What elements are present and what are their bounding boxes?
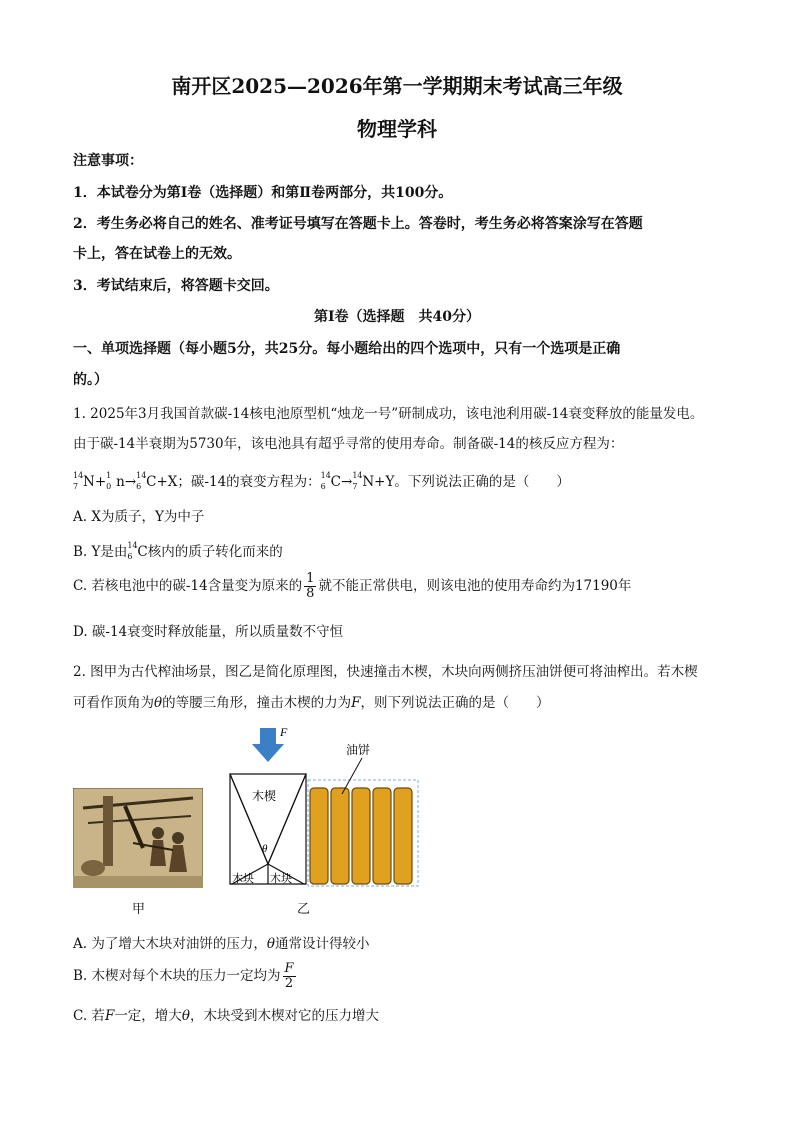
note-item-2-cont: 卡上，答在试卷上的无效。: [73, 246, 241, 262]
q2-stem-line2: 可看作顶角为θ的等腰三角形，撞击木楔的力为F，则下列说法正确的是（ ）: [73, 695, 550, 711]
note-item-2: 2．考生务必将自己的姓名、准考证号填写在答题卡上。答卷时，考生务必将答案涂写在答题: [73, 216, 643, 232]
q1-option-b: B. Y是由 14 6 C核内的质子转化而来的: [73, 541, 283, 561]
nuclide-neutron: 1 0 n: [106, 471, 125, 491]
oil-cake-label: 油饼: [346, 743, 371, 757]
q1-equation-line: 14 7 N+ 1 0 n→ 14 6 C+X；碳-14的衰变方程为： 14 6 C→ 14 7 N+Y。下列说法正确的是（ ）: [73, 471, 570, 491]
notes-heading: 注意事项：: [73, 153, 143, 169]
angle-label: θ: [262, 843, 268, 855]
q2-option-b: B. 木楔对每个木块的压力一定均为 $\frac{F}{2}$: [73, 961, 294, 991]
note-item-1: 1．本试卷分为第Ⅰ卷（选择题）和第Ⅱ卷两部分，共100分。: [73, 185, 453, 201]
part1-heading-cont: 的。）: [73, 372, 108, 388]
q1-stem-line1: 1. 2025年3月我国首款碳-14核电池原型机“烛龙一号”研制成功，该电池利用碳-14衰变释放的能量发电。: [73, 406, 704, 422]
wedge-diagram: [222, 724, 422, 894]
oil-cake-3: [352, 788, 370, 884]
nuclide-c14-option-b: 14 6 C: [127, 541, 148, 561]
nuclide-n14-product: 14 7 N: [352, 471, 375, 491]
q1-stem-line2: 由于碳-14半衰期为5730年，该电池具有超乎寻常的使用寿命。制备碳-14的核反应方程为：: [73, 436, 624, 452]
fraction-one-eighth: $\frac{1}{8}$: [306, 571, 315, 601]
subject-title: 物理学科: [357, 117, 437, 141]
q1-option-d: D. 碳-14衰变时释放能量，所以质量数不守恒: [73, 624, 344, 640]
block-left-label: 木块: [232, 873, 254, 885]
wedge: [230, 774, 306, 864]
nuclide-c14: 14 6 C: [136, 471, 157, 491]
section-title: 第Ⅰ卷（选择题 共40分）: [313, 309, 481, 325]
q2-option-a: A. 为了增大木块对油饼的压力，θ通常设计得较小: [73, 936, 370, 952]
nuclide-c14-decay: 14 6 C: [320, 471, 342, 491]
force-label: F: [280, 725, 288, 739]
q1-option-c: C. 若核电池中的碳-14含量变为原来的 $\frac{1}{8}$ 就不能正常供电，则该电池的使用寿命约为17190年: [73, 571, 632, 601]
oil-cake-2: [331, 788, 349, 884]
caption-yi: 乙: [297, 902, 311, 917]
q1-option-a: A. X为质子，Y为中子: [73, 509, 205, 525]
oil-cake-5: [394, 788, 412, 884]
q2-option-c: C. 若F一定，增大θ，木块受到木楔对它的压力增大: [73, 1008, 379, 1024]
exam-title: 南开区2025—2026年第一学期期末考试高三年级: [171, 74, 623, 98]
fraction-f-over-2: $\frac{F}{2}$: [284, 961, 294, 991]
nuclide-n14: 14 7 N: [73, 471, 95, 491]
block-right-label: 木块: [270, 873, 292, 885]
note-item-3: 3．考试结束后，将答题卡交回。: [73, 278, 279, 294]
oil-cake-4: [373, 788, 391, 884]
oil-cake-1: [310, 788, 328, 884]
q2-stem-line1: 2. 图甲为古代榨油场景，图乙是简化原理图，快速撞击木楔，木块向两侧挤压油饼便可将油榨出。若木楔: [73, 664, 698, 680]
caption-jia: 甲: [132, 902, 146, 917]
part1-heading: 一、单项选择题（每小题5分，共25分。每小题给出的四个选项中，只有一个选项是正确: [73, 341, 621, 357]
oil-press-illustration: [73, 788, 203, 888]
wedge-label: 木楔: [252, 789, 277, 803]
